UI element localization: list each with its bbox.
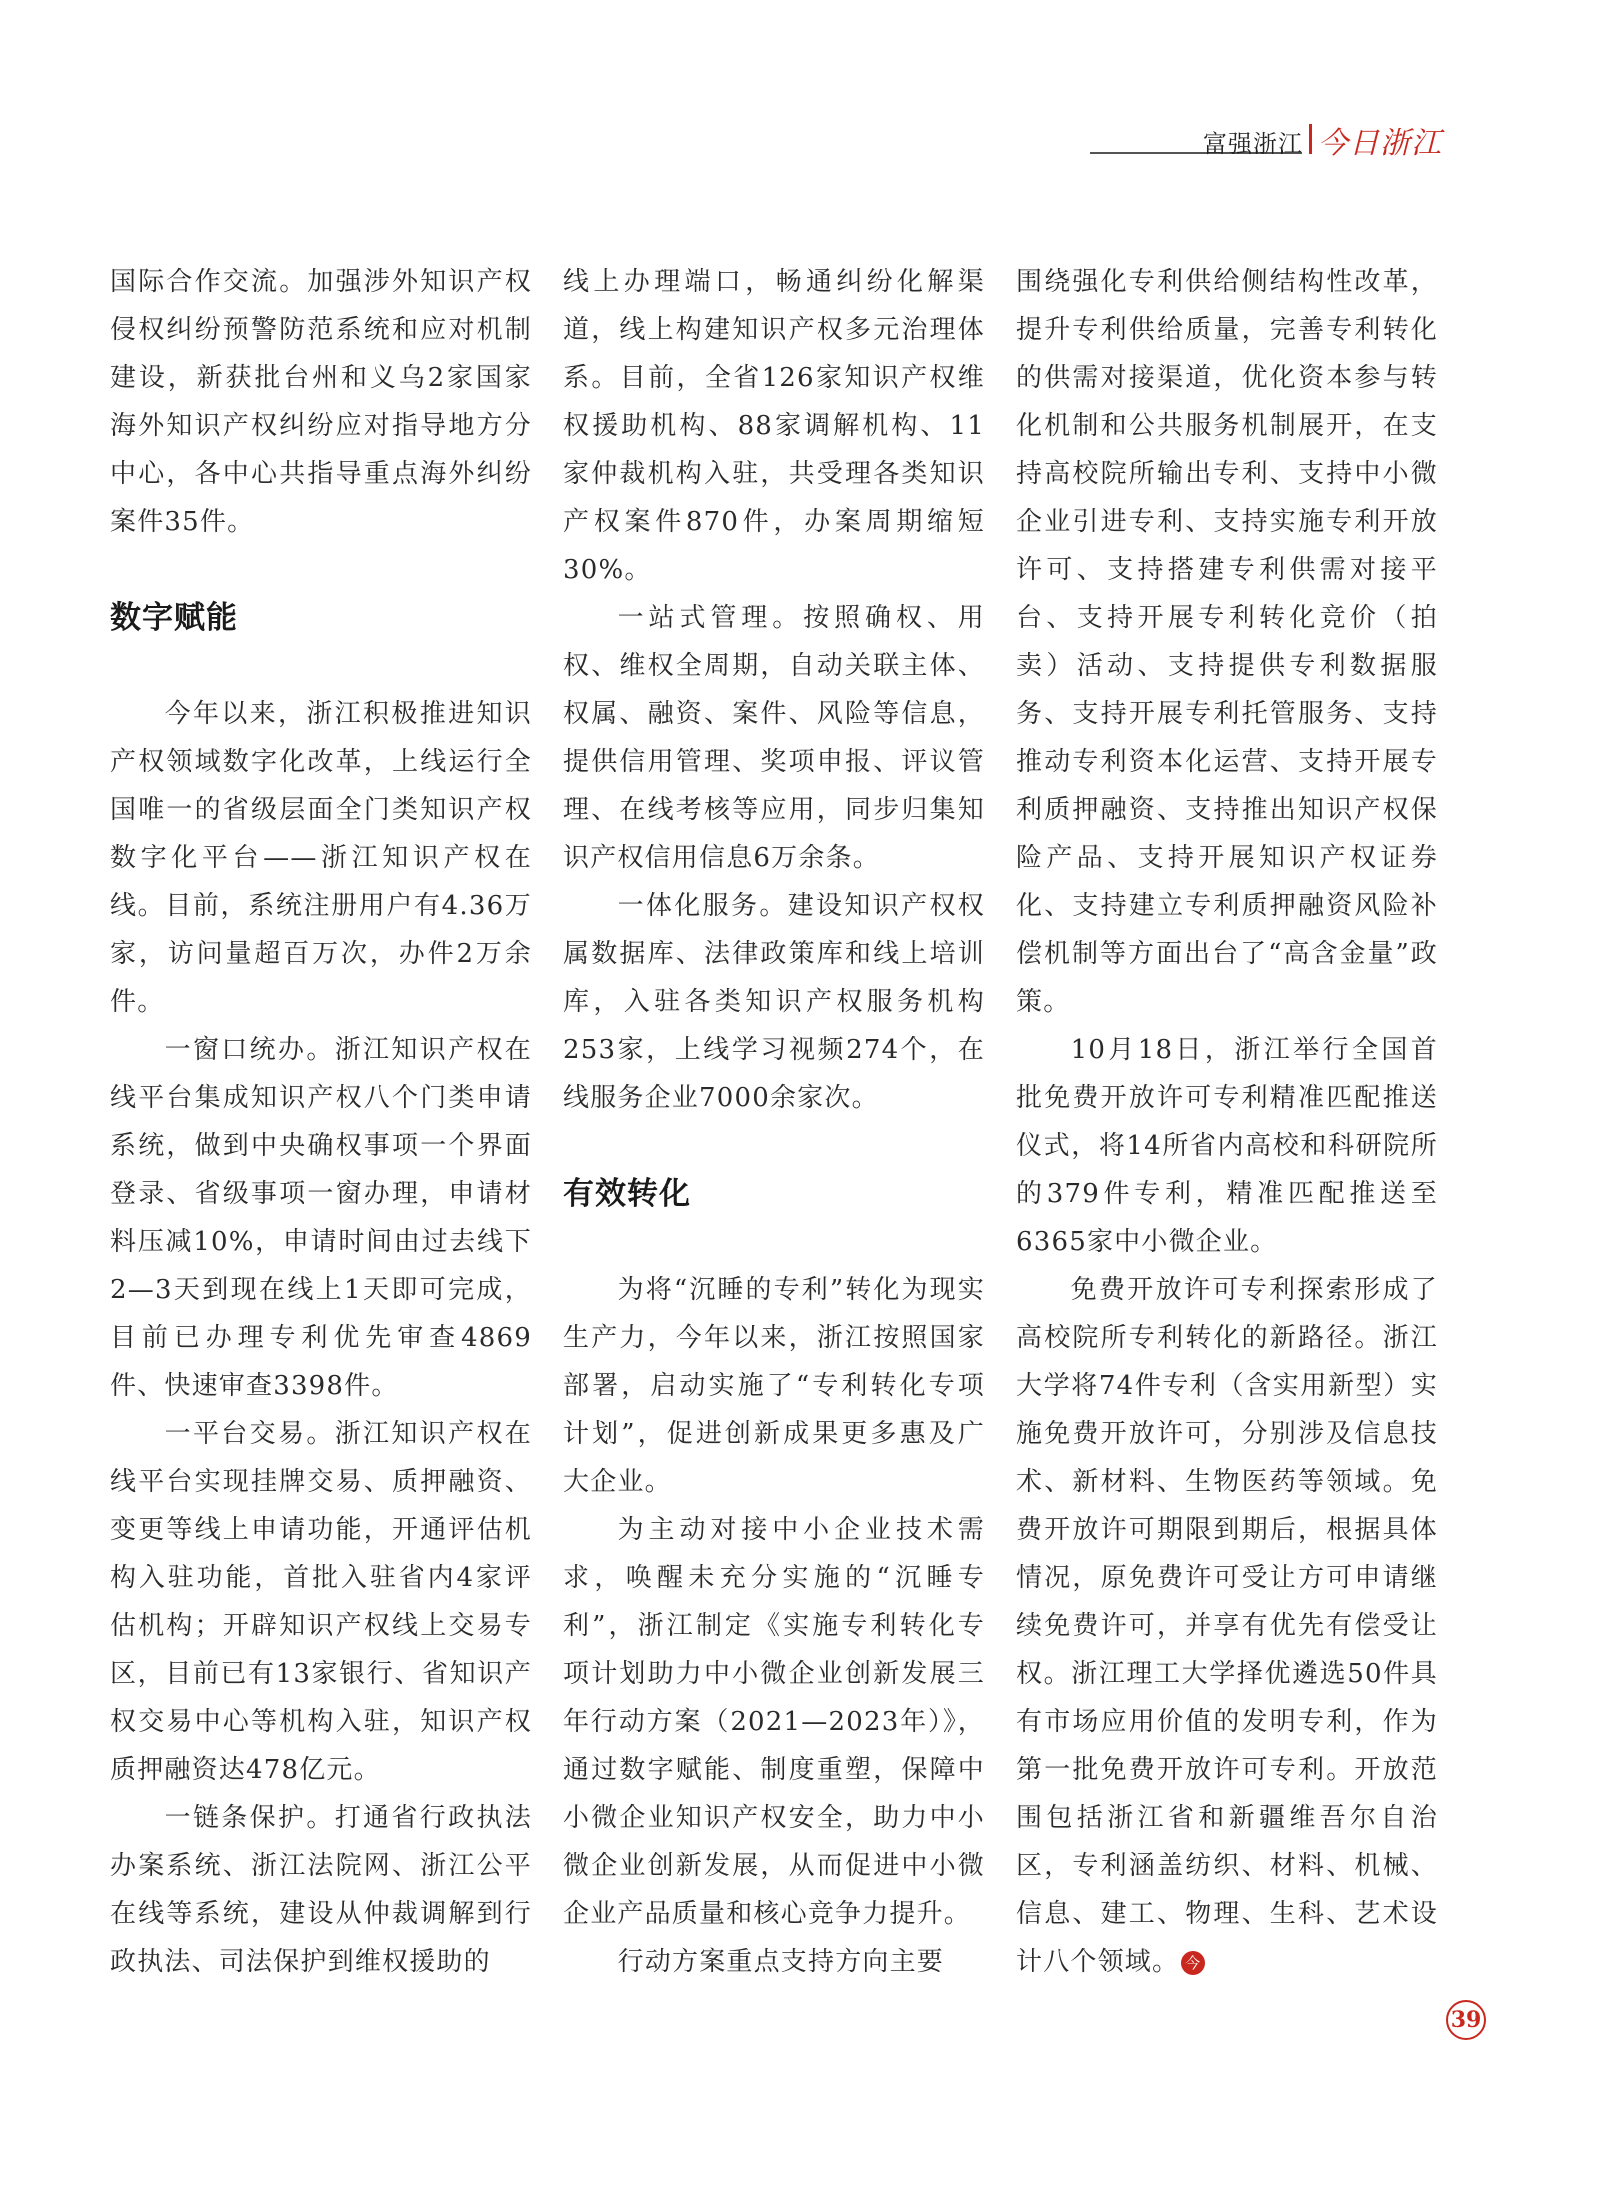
column-2	[563, 258, 985, 1986]
paragraph: 围绕强化专利供给侧结构性改革，提升专利供给质量，完善专利转化的供需对接渠道，优化资本参与转化机制和公共服务机制展开，在支持高校院所输出专利、支持中小微企业引进专利、支持实施专利开放许可、支持搭建专利供需对接平台、支持开展专利转化竞价（拍卖）活动、支持提供专利数据服务、支持开展专利托管服务、支持推动专利资本化运营、支持开展专利质押融资、支持推出知识产权保险产品、支持开展知识产权证券化、支持建立专利质押融资风险补偿机制等方面出台了“高含金量”政策。	[1016, 267, 1438, 1017]
page-number: 39	[1446, 2000, 1486, 2040]
section-title: 富强浙江	[1203, 130, 1303, 158]
paragraph: 一窗口统办。浙江知识产权在线平台集成知识产权八个门类申请系统，做到中央确权事项一个界面登录、省级事项一窗办理，申请材料压减10%，申请时间由过去线下2—3天到现在线上1天即可完成，目前已办理专利优先审查4869件、快速审查3398件。	[110, 1035, 532, 1401]
paragraph: 一平台交易。浙江知识产权在线平台实现挂牌交易、质押融资、变更等线上申请功能，开通评估机构入驻功能，首批入驻省内4家评估机构；开辟知识产权线上交易专区，目前已有13家银行、省知识产权交易中心等机构入驻，知识产权质押融资达478亿元。	[110, 1419, 532, 1785]
paragraph-final	[1016, 1266, 1438, 1986]
paragraph: 为将“沉睡的专利”转化为现实生产力，今年以来，浙江按照国家部署，启动实施了“专利转化专项计划”，促进创新成果更多惠及广大企业。	[563, 1275, 985, 1497]
paragraph: 行动方案重点支持方向主要	[617, 1947, 944, 1977]
header-divider	[1309, 124, 1312, 154]
paragraph: 今年以来，浙江积极推进知识产权领域数字化改革，上线运行全国唯一的省级层面全门类知识产权数字化平台——浙江知识产权在线。目前，系统注册用户有4.36万家，访问量超百万次，办件2万余件。	[110, 699, 532, 1017]
subheading-digital-empowerment: 数字赋能	[110, 600, 238, 636]
column-1	[110, 258, 532, 1986]
paragraph: 10月18日，浙江举行全国首批免费开放许可专利精准匹配推送仪式，将14所省内高校和科研院所的379件专利，精准匹配推送至6365家中小微企业。	[1016, 1035, 1438, 1257]
paragraph: 为主动对接中小企业技术需求，唤醒未充分实施的“沉睡专利”，浙江制定《实施专利转化专项计划助力中小微企业创新发展三年行动方案（2021—2023年）》，通过数字赋能、制度重塑，保障中小微企业知识产权安全，助力中小微企业创新发展，从而促进中小微企业产品质量和核心竞争力提升。	[563, 1515, 985, 1929]
paragraph: 一体化服务。建设知识产权权属数据库、法律政策库和线上培训库，入驻各类知识产权服务机构253家，上线学习视频274个，在线服务企业7000余家次。	[563, 891, 985, 1113]
paragraph: 国际合作交流。加强涉外知识产权侵权纠纷预警防范系统和应对机制建设，新获批台州和义乌2家国家海外知识产权纠纷应对指导地方分中心，各中心共指导重点海外纠纷案件35件。	[110, 267, 532, 537]
paragraph-text: 免费开放许可专利探索形成了高校院所专利转化的新路径。浙江大学将74件专利（含实用新型）实施免费开放许可，分别涉及信息技术、新材料、生物医药等领域。免费开放许可期限到期后，根据具体情况，原免费许可受让方可申请继续免费许可，并享有优先有偿受让权。浙江理工大学择优遴选50件具有市场应用价值的发明专利，作为第一批免费开放许可专利。开放范围包括浙江省和新疆维吾尔自治区，专利涵盖纺织、材料、机械、信息、建工、物理、生科、艺术设计八个领域。	[1016, 1275, 1438, 1977]
paragraph: 一站式管理。按照确权、用权、维权全周期，自动关联主体、权属、融资、案件、风险等信息，提供信用管理、奖项申报、评议管理、在线考核等应用，同步归集知识产权信用信息6万余条。	[563, 603, 985, 873]
paragraph: 线上办理端口，畅通纠纷化解渠道，线上构建知识产权多元治理体系。目前，全省126家知识产权维权援助机构、88家调解机构、11家仲裁机构入驻，共受理各类知识产权案件870件，办案周期缩短30%。	[563, 267, 985, 585]
magazine-logo: 今日浙江	[1318, 126, 1442, 161]
paragraph: 一链条保护。打通省行政执法办案系统、浙江法院网、浙江公平在线等系统，建设从仲裁调解到行政执法、司法保护到维权援助的	[110, 1803, 532, 1977]
article-end-mark-icon: 今	[1181, 1951, 1205, 1975]
column-3	[1016, 258, 1438, 1986]
subheading-effective-transformation: 有效转化	[563, 1176, 691, 1212]
